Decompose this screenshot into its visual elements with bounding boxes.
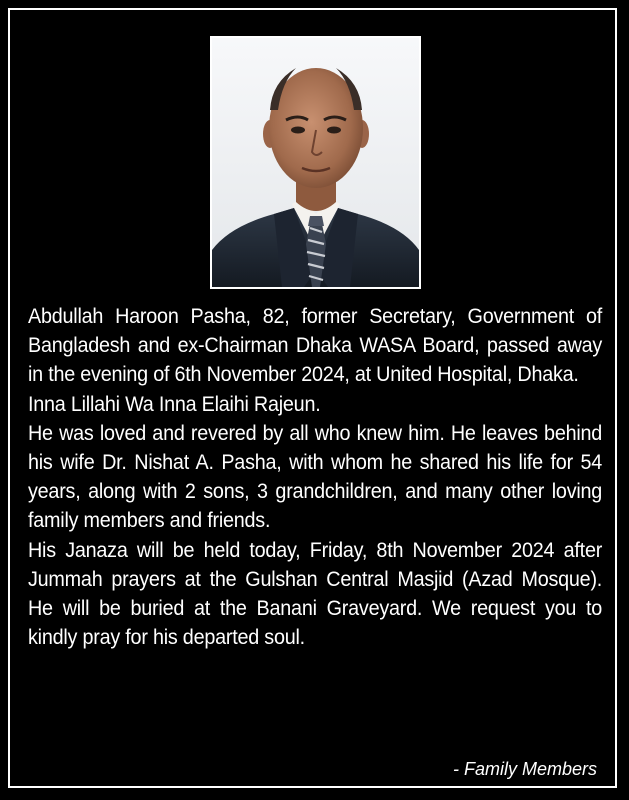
portrait-illustration bbox=[212, 38, 419, 287]
obituary-notice bbox=[8, 8, 617, 788]
portrait-photo bbox=[210, 36, 421, 289]
prayer-line: Inna Lillahi Wa Inna Elaihi Rajeun. bbox=[28, 391, 321, 416]
obituary-text bbox=[28, 302, 602, 652]
janaza-paragraph: His Janaza will be held today, Friday, 8th November 2024 after Jummah prayers at the Gulshan Central Masjid (Azad Mosque). He will be buried at the Banani Graveyard. We request you to kindly pray for his departed soul. bbox=[28, 537, 603, 650]
family-paragraph: He was loved and revered by all who knew him. He leaves behind his wife Dr. Nishat A. Pasha, with whom he shared his life for 54 years, along with 2 sons, 3 grandchildren, and many other loving family members and friends. bbox=[28, 420, 603, 533]
signature: - Family Members bbox=[452, 759, 597, 779]
announcement-paragraph: Abdullah Haroon Pasha, 82, former Secretary, Government of Bangladesh and ex-Chairman Dhaka WASA Board, passed away in the evening of 6th November 2024, at United Hospital, Dhaka. bbox=[28, 304, 603, 387]
